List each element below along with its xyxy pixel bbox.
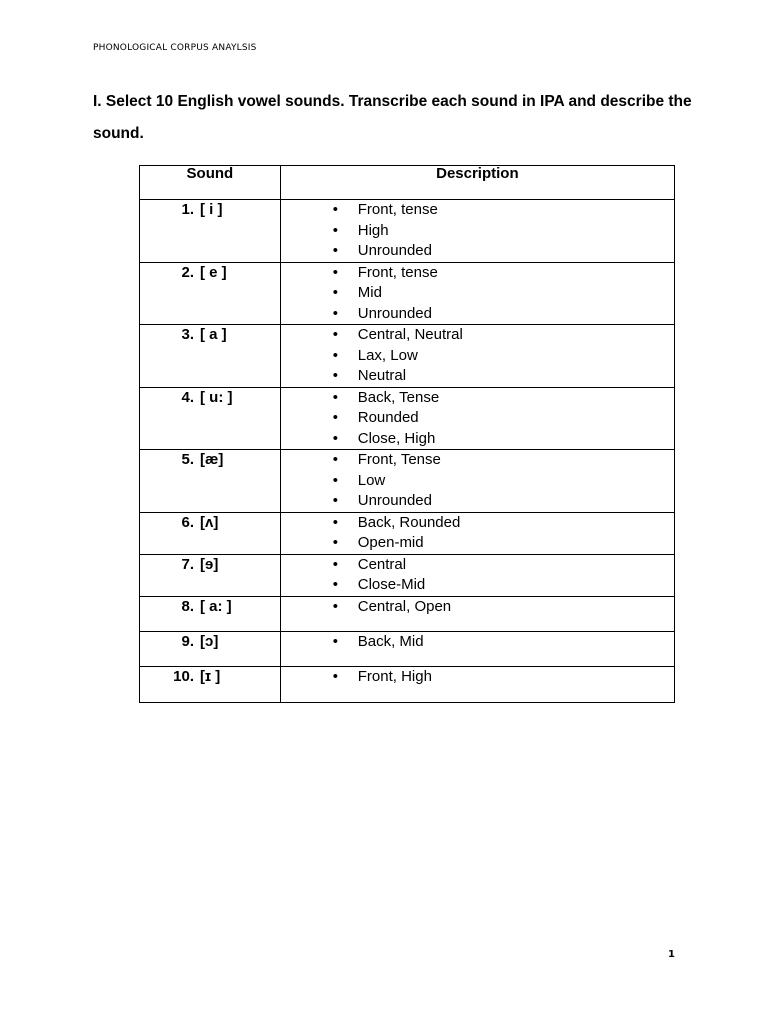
description-list (281, 597, 674, 618)
description-list (281, 200, 674, 262)
list-item: • Back, Rounded (281, 513, 674, 534)
ipa-sound: [ɪ ] (200, 667, 221, 685)
list-item: • Rounded (281, 408, 674, 429)
description-cell (280, 666, 674, 702)
description-list (281, 388, 674, 450)
description-cell (280, 325, 674, 388)
description-cell (280, 512, 674, 554)
row-number: 5. (181, 451, 194, 468)
list-item: • Front, Tense (281, 450, 674, 471)
description-cell (280, 631, 674, 666)
running-header: PHONOLOGICAL CORPUS ANAYLSIS (93, 43, 257, 53)
sound-cell (140, 450, 281, 513)
ipa-sound: [ɘ] (200, 555, 219, 573)
list-item: • Unrounded (281, 241, 674, 262)
description-cell (280, 262, 674, 325)
vowel-table (139, 165, 675, 703)
column-header-sound: Sound (140, 166, 281, 200)
row-number: 1. (181, 201, 194, 218)
description-cell (280, 554, 674, 596)
description-cell (280, 387, 674, 450)
ipa-sound: [ɔ] (200, 632, 219, 650)
table-row (140, 262, 675, 325)
ipa-sound: [ʌ] (200, 513, 219, 531)
description-list (281, 667, 674, 688)
table-row (140, 512, 675, 554)
row-number: 7. (181, 555, 194, 573)
list-item: • High (281, 221, 674, 242)
row-number: 9. (181, 632, 194, 650)
list-item: • Front, High (281, 667, 674, 688)
list-item: • Back, Tense (281, 388, 674, 409)
list-item: • Close, High (281, 429, 674, 450)
description-list (281, 555, 674, 596)
description-cell (280, 596, 674, 631)
table-row (140, 666, 675, 702)
sound-cell (140, 387, 281, 450)
sound-cell (140, 200, 281, 263)
list-item: • Back, Mid (281, 632, 674, 653)
table-row (140, 554, 675, 596)
description-cell (280, 200, 674, 263)
row-number: 8. (181, 597, 194, 615)
ipa-sound: [ u: ] (200, 388, 233, 406)
list-item: • Central (281, 555, 674, 576)
description-list (281, 632, 674, 653)
row-number: 10. (173, 667, 194, 685)
description-list (281, 325, 674, 387)
list-item: • Neutral (281, 366, 674, 387)
column-header-description: Description (280, 166, 674, 200)
list-item: • Front, tense (281, 200, 674, 221)
list-item: • Lax, Low (281, 346, 674, 367)
sound-cell (140, 262, 281, 325)
list-item: • Unrounded (281, 491, 674, 512)
question-text: I. Select 10 English vowel sounds. Transcribe each sound in IPA and describe the sound. (93, 93, 692, 142)
list-item: • Central, Open (281, 597, 674, 618)
description-list (281, 263, 674, 325)
row-number: 3. (181, 326, 194, 343)
row-number: 6. (181, 513, 194, 531)
list-item: • Low (281, 471, 674, 492)
table-row (140, 325, 675, 388)
description-list (281, 513, 674, 554)
sound-cell (140, 631, 281, 666)
ipa-sound: [ e ] (200, 263, 227, 281)
row-number: 2. (181, 263, 194, 281)
description-cell (280, 450, 674, 513)
table-row (140, 450, 675, 513)
sound-cell (140, 666, 281, 702)
list-item: • Unrounded (281, 304, 674, 325)
list-item: • Front, tense (281, 263, 674, 284)
table-row (140, 387, 675, 450)
list-item: • Mid (281, 283, 674, 304)
sound-cell (140, 554, 281, 596)
description-list (281, 450, 674, 512)
ipa-sound: [ a: ] (200, 597, 232, 615)
ipa-sound: [æ] (200, 451, 224, 468)
row-number: 4. (181, 388, 194, 406)
ipa-sound: [ a ] (200, 326, 227, 343)
page-number: 1 (668, 949, 675, 960)
sound-cell (140, 512, 281, 554)
list-item: • Open-mid (281, 533, 674, 554)
table-row (140, 631, 675, 666)
table-row (140, 200, 675, 263)
list-item: • Close-Mid (281, 575, 674, 596)
list-item: • Central, Neutral (281, 325, 674, 346)
table-row (140, 596, 675, 631)
sound-cell (140, 596, 281, 631)
ipa-sound: [ i ] (200, 201, 223, 218)
table-header-row (140, 166, 675, 200)
sound-cell (140, 325, 281, 388)
